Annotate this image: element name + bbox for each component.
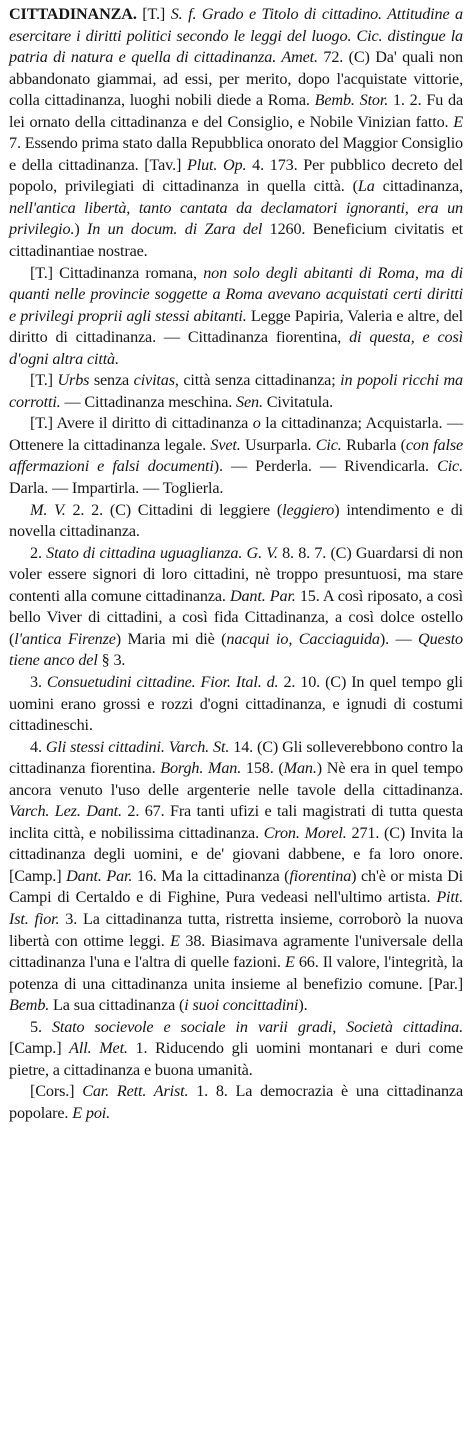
text-run: [T.] Avere il diritto di cittadinanza [30,414,253,433]
entry-subsection-4 [9,500,463,543]
text-run: 8. 8. 7. (C) Guardarsi di non voler essere signori di loro cittadini, nè troppo presuntuosi, ma stare contenti alla comune cittadinanza. [9,543,463,605]
text-run: 66. Il valore, l'integrità, la potenza di una cittadinanza unita insieme al benefizio comune. [Par.] [9,953,463,993]
italic-run: M. V. [30,500,66,519]
italic-run: Cron. Morel. [263,823,347,842]
text-run: Legge Papiria, Valeria e altre, del diritto di cittadinanza. — Cittadinanza fiorentina, [9,306,464,347]
text-run: Civitatula. [262,392,333,411]
text-run: la cittadinanza; Acquistarla. — Ottenere la cittadinanza legale. [9,414,463,454]
text-run: ). — Perderla. — Rivendicarla. [213,457,438,476]
headword: CITTADINANZA. [9,5,137,23]
text-run: 3. [30,672,47,691]
italic-run: i suoi concittadini [184,996,299,1015]
text-run: 16. Ma la cittadinanza ( [132,866,290,885]
text-run: ) [74,220,88,239]
text-run: — Cittadinanza meschina. [60,392,237,411]
italic-run: Dant. Par. [229,586,296,605]
dictionary-entry-cittadinanza [9,4,463,1124]
italic-run: Man. [283,759,317,778]
text-run: ) intendimento e di novella cittadinanza. [9,500,463,541]
entry-subsection-3 [9,413,463,499]
italic-run: Varch. Lez. Dant. [9,802,122,821]
text-run: [Cors.] [30,1082,83,1101]
text-run: ). — [379,629,419,648]
text-run: 38. Biasimava agramente l'universale della cittadinanza l'una e l'altra di quelle fazioni. [9,931,463,972]
italic-run: Plut. Op. [186,155,247,174]
italic-run: Sen. [236,392,263,411]
text-run: ) Maria mi diè ( [115,629,227,648]
text-run: 158. ( [241,759,284,778]
text-run: [Camp.] [9,1039,70,1058]
text-run: 1. 8. La democrazia è una cittadinanza popolare. [9,1082,463,1122]
text-run: 4. 173. Per pubblico decreto del popolo, privilegiati di cittadinanza in quella città. ( [9,155,463,196]
text-run: 2. 67. Fra tanti ufizi e tali magistrati di tutta questa inclita città, e nobilissima cittadinanza. [9,802,463,842]
italic-run: nell'antica libertà, tanto cantata da declamatori ignoranti, era un privilegio. [9,198,463,239]
text-run: senza [89,371,134,390]
italic-run: o [252,414,261,433]
entry-definition [9,4,463,263]
text-run: Darla. — Impartirla. — Toglierla. [9,479,224,498]
italic-run: Bemb. Stor. [314,91,389,110]
italic-run: S. f. Grado e Titolo di cittadino. Attitudine a esercitare i diritti politici secondo le leggi del luogo. Cic. distingue la patria di natura e quella di cittadinanza. Amet. [9,5,463,67]
text-run: [T.] Cittadinanza romana, [30,263,204,282]
text-run: 1. Riducendo gli uomini montanari e duri come pietre, a cittadinanza e buona umanità. [9,1039,463,1079]
italic-run: Borgh. Man. [160,759,242,778]
italic-run: Stato socievole e sociale in varii gradi, Società cittadina. [51,1017,463,1036]
text-run: ) ch'è or mista Di Campi di Certaldo e di Fighine, Pura vedeasi nell'ultimo artista. [9,866,463,907]
italic-run: Stato di cittadina uguaglianza. G. V. [46,543,278,562]
text-run: 4. [30,737,46,756]
text-run: § 3. [97,651,126,670]
italic-run: nacqui io, Cacciaguida [226,629,380,648]
italic-run: Pitt. Ist. fior. [9,888,463,928]
italic-run: La [357,177,375,196]
italic-run: Dant. Par. [66,866,133,885]
italic-run: Cic. [437,457,463,476]
italic-run: Car. Rett. Arist. [82,1082,189,1101]
text-run: 1. 2. Fu da lei ornato della cittadinanza e del Consiglio, e Nobile Vinizian fatto. [9,91,463,131]
italic-run: Urbs [57,371,90,390]
text-run: 2. [30,543,47,562]
italic-run: civitas [133,371,175,390]
text-run: [T.] [136,5,171,23]
entry-subsection-6 [9,672,463,737]
text-run: Rubarla ( [341,435,406,454]
text-run: ). [298,996,308,1015]
italic-run: E poi. [72,1103,111,1122]
entry-subsection-7 [9,737,463,1017]
text-run: 72. (C) Da' quali non abbandonato giammai, ad essi, per merito, dopo l'acquistate vittorie, colla cittadinanza, luoghi nobili diede a Roma. [9,48,463,110]
italic-run: E [284,953,295,972]
italic-run: in popoli ricchi ma corrotti. [9,371,463,411]
text-run: 7. Essendo prima stato dalla Repubblica onorato del Maggior Consiglio e della cittadinanza. [Tav.] [9,134,463,174]
entry-subsection-5 [9,543,463,672]
text-run: Usurparla. [240,435,316,454]
italic-run: fiorentina [289,866,352,885]
text-run: 2. 10. (C) In quel tempo gli uomini erano grossi e rozzi d'ogni cittadinanza, e ignudi di costumi cittadineschi. [9,672,463,735]
text-run: ) Nè era in quel tempo ancora venuto l'uso delle argenterie nelle tavole della cittadinanza. [9,759,463,799]
italic-run: Cic. [315,435,342,454]
text-run: La sua cittadinanza ( [49,996,185,1015]
text-run: 15. A così riposato, a così bello Viver di cittadini, a così fida Cittadinanza, a così dolce ostello ( [9,586,463,648]
text-run: 1260. Beneficium civitatis et cittadinantiae nostrae. [9,220,463,261]
text-run: 5. [30,1017,52,1036]
entry-subsection-1 [9,263,463,371]
italic-run: In un docum. di Zara del [87,220,263,239]
text-run: 14. (C) Gli solleverebbono contro la cittadinanza fiorentina. [9,737,463,778]
italic-run: con false affermazioni e falsi documenti [9,435,463,476]
italic-run: non solo degli abitanti di Roma, ma di quanti nelle provincie soggette a Roma avevano acquistati certi diritti e privilegi proprii agli stessi abitanti. [9,263,463,325]
italic-run: All. Met. [69,1039,128,1058]
text-run: , città senza cittadinanza; [174,371,341,390]
entry-subsection-8 [9,1017,463,1082]
entry-subsection-9 [9,1081,463,1124]
italic-run: leggiero [282,500,335,519]
text-run: [T.] [30,371,58,390]
italic-run: Bemb. [9,996,50,1015]
text-run: 2. 2. (C) Cittadini di leggiere ( [65,500,283,519]
italic-run: di questa, e così d'ogni altra città. [9,328,463,368]
italic-run: Gli stessi cittadini. Varch. St. [45,737,230,756]
italic-run: Svet. [210,435,241,454]
italic-run: E [453,112,463,131]
italic-run: Consuetudini cittadine. Fior. Ital. d. [46,672,279,691]
text-run: 3. La cittadinanza tutta, ristretta insieme, corroborò la nuova libertà con ottime leggi. [9,909,464,950]
text-run: 271. (C) Invita la cittadinanza degli uomini, e de' giovani dabbene, e fa loro onore. [Camp.] [9,823,464,885]
entry-subsection-2 [9,370,463,413]
italic-run: E [170,931,180,950]
text-run: cittadinanza, [374,177,463,196]
italic-run: Questo tiene anco del [9,629,464,670]
italic-run: l'antica Firenze [14,629,116,648]
